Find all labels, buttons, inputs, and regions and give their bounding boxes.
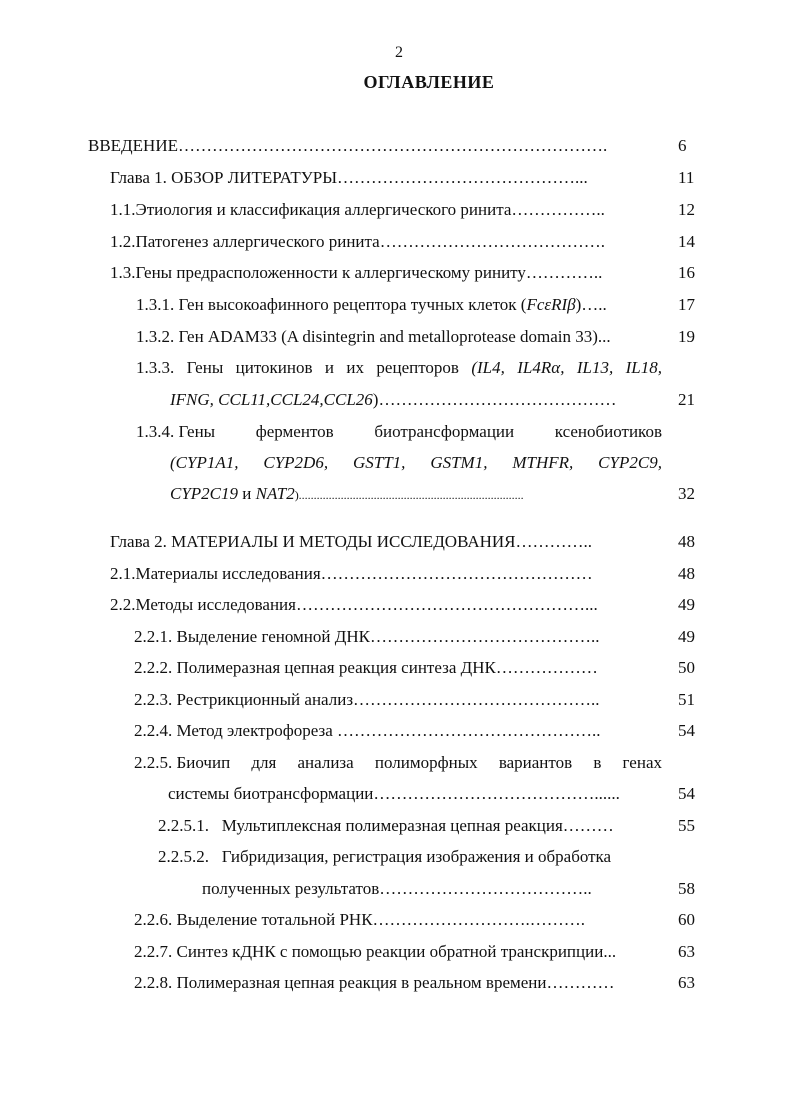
toc-word: и [324,358,335,377]
toc-page-number: 58 [678,879,695,898]
toc-entry-text: ВВЕДЕНИЕ…………………………………………………………………. [88,136,608,155]
toc-entry-1-3[interactable] [110,261,708,285]
toc-entry-text: 2.2.Методы исследования……………………………………………... [110,595,598,614]
toc-page-number: 11 [678,168,695,187]
toc-entry-text: 2.2.5.1. Мультиплексная полимеразная цепная реакция……… [158,816,614,835]
toc-entry-text: 2.2.3. Рестрикционный анализ…………………………………….. [134,690,600,709]
toc-entry-2-2-1[interactable] [134,625,708,649]
toc-entry-2-2-5-line-2[interactable] [168,782,708,806]
toc-entry-1-3-2[interactable] [136,325,708,349]
toc-entry-intro[interactable] [88,134,708,158]
toc-word: 2.2.5. Биочип [134,753,231,772]
gene-name: IL18, [625,358,662,377]
toc-word: Гены [186,358,224,377]
toc-entry-text: системы биотрансформации…………………………………...... [168,784,620,803]
toc-page-number: 51 [678,690,695,709]
gene-name: FcεRIβ [526,295,576,314]
toc-entry-text: 2.2.1. Выделение геномной ДНК………………………………….. [134,627,600,646]
toc-page-number: 6 [678,136,687,155]
toc-entry-2-2-4[interactable] [134,719,708,743]
toc-entry-chapter-1[interactable] [110,166,708,190]
toc-entry-text [170,484,524,503]
toc-entry-text: 2.2.4. Метод электрофореза ……………………………………….. [134,721,601,740]
toc-entry-2-2-2[interactable] [134,656,708,680]
toc-entry-1-3-4-line-1[interactable] [136,420,662,444]
gene-name: (CYP1A1, [170,453,239,472]
toc-entry-text: 1.1.Этиология и классификация аллергического ринита…………….. [110,200,605,219]
toc-word: в [593,753,602,772]
toc-entry-2-2-8[interactable] [134,971,708,995]
toc-word: ксенобиотиков [554,422,662,441]
toc-word: вариантов [498,753,573,772]
toc-entry-2-2-7[interactable] [134,940,708,964]
toc-word: рецепторов [376,358,459,377]
gene-name: CYP2D6, [263,453,329,472]
toc-entry-text: 2.1.Материалы исследования………………………………………… [110,564,593,583]
toc-page-number: 60 [678,910,695,929]
toc-word: их [346,358,365,377]
toc-page-number: 50 [678,658,695,677]
toc-text-part: )….. [575,295,607,314]
toc-entry-1-3-4-line-2[interactable] [170,451,662,475]
gene-name: MTHFR, [512,453,574,472]
toc-word: генах [622,753,662,772]
toc-page-number: 12 [678,200,695,219]
gene-name: CYP2C19 [170,484,239,503]
gene-name: IL4Rα, [517,358,565,377]
toc-word: для [251,753,277,772]
toc-page-number: 16 [678,263,695,282]
toc-entry-1-3-1[interactable] [136,293,708,317]
toc-page-number: 49 [678,627,695,646]
toc-entry-text: 1.3.2. Ген ADAM33 (A disintegrin and metalloprotease domain 33)... [136,327,611,346]
gene-name: IL13, [576,358,614,377]
gene-name: IFNG, CCL11,CCL24,CCL26 [170,390,373,409]
toc-entry-text: 1.3.Гены предрасположенности к аллергическому риниту………….. [110,263,603,282]
toc-entry-1-3-3-line-1[interactable] [136,356,662,380]
gene-name: (IL4, [471,358,505,377]
toc-entry-2-1[interactable] [110,562,708,586]
toc-entry-2-2-5-line-1[interactable] [134,751,662,775]
toc-page-number: 63 [678,942,695,961]
toc-page-number: 63 [678,973,695,992]
toc-entry-text: 2.2.7. Синтез кДНК с помощью реакции обратной транскрипции... [134,942,617,961]
toc-text-part: )…………………………………… [372,390,617,409]
gene-name: GSTM1, [430,453,488,472]
toc-word: цитокинов [235,358,313,377]
toc-entry-2-2-5-2-line-2[interactable] [202,877,708,901]
toc-entry-text: полученных результатов……………………………….. [202,879,592,898]
toc-word: анализа [297,753,354,772]
toc-word: 1.3.3. [136,358,175,377]
toc-page-number: 21 [678,390,695,409]
toc-page-number: 48 [678,532,695,551]
toc-entry-text: 2.2.5.2. Гибридизация, регистрация изображения и обработка [158,847,612,866]
gene-name: NAT2 [255,484,295,503]
toc-page-number: 48 [678,564,695,583]
toc-entry-2-2[interactable] [110,593,708,617]
toc-page-number: 49 [678,595,695,614]
toc-entry-text: Глава 2. МАТЕРИАЛЫ И МЕТОДЫ ИССЛЕДОВАНИЯ………….. [110,532,593,551]
toc-page-number: 54 [678,721,695,740]
toc-entry-2-2-6[interactable] [134,908,708,932]
toc-page-number: 55 [678,816,695,835]
toc-entry-1-2[interactable] [110,230,708,254]
page-number: 2 [395,44,403,61]
toc-text-part: и [238,484,256,503]
toc-entry-text [170,390,616,409]
toc-word: 1.3.4. Гены [136,422,216,441]
toc-word: полиморфных [374,753,478,772]
toc-entry-text: Глава 1. ОБЗОР ЛИТЕРАТУРЫ……………………………………... [110,168,588,187]
toc-entry-text: 2.2.6. Выделение тотальной РНК……………………….………. [134,910,586,929]
toc-entry-1-3-4-line-3[interactable] [170,482,708,506]
toc-text-part: )........................................................................... [294,488,524,502]
toc-entry-1-3-3-line-2[interactable] [170,388,708,412]
toc-entry-2-2-5-1[interactable] [158,814,708,838]
toc-title: ОГЛАВЛЕНИЕ [363,72,495,92]
toc-word: биотрансформации [374,422,515,441]
toc-entry-text [136,295,607,314]
gene-name: CYP2C9, [598,453,662,472]
toc-page-number: 17 [678,295,695,314]
toc-entry-1-1[interactable] [110,198,708,222]
toc-entry-text: 2.2.2. Полимеразная цепная реакция синтеза ДНК……………… [134,658,598,677]
toc-entry-chapter-2[interactable] [110,530,708,554]
toc-word: ферментов [255,422,334,441]
toc-page-number: 14 [678,232,695,251]
toc-entry-text: 2.2.8. Полимеразная цепная реакция в реальном времени………… [134,973,615,992]
toc-page-number: 32 [678,484,695,503]
toc-page-number: 19 [678,327,695,346]
toc-entry-2-2-5-2-line-1[interactable] [158,845,708,869]
toc-entry-2-2-3[interactable] [134,688,708,712]
toc-page-number: 54 [678,784,695,803]
toc-entry-text: 1.2.Патогенез аллергического ринита…………………………………. [110,232,605,251]
toc-text-part: 1.3.1. Ген высокоафинного рецептора тучных клеток ( [136,295,527,314]
gene-name: GSTT1, [352,453,406,472]
